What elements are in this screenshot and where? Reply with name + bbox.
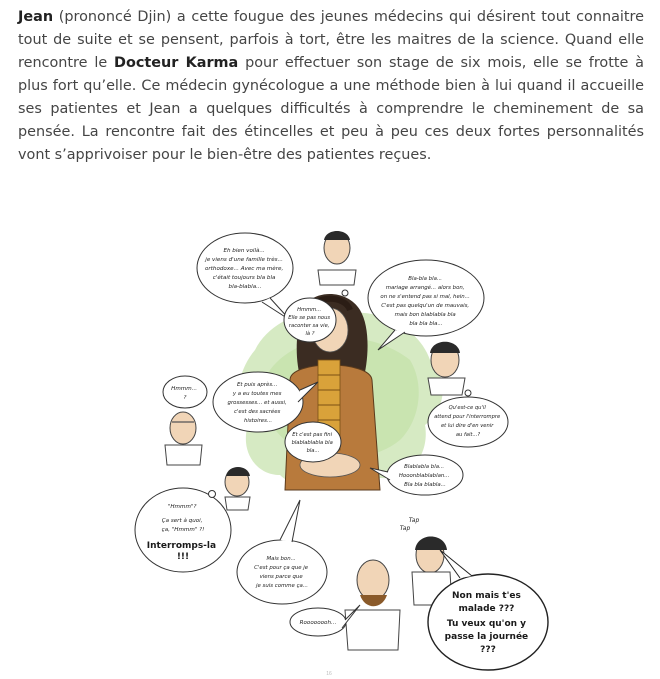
b3-line: là ?	[305, 331, 315, 337]
b7-line: et lui dire d'en venir	[440, 423, 494, 429]
thought-bubble-9	[135, 488, 231, 572]
comic-illustration	[0, 210, 660, 679]
character-name-jean: Jean	[18, 9, 54, 25]
svg-text:Blablabla bla... Hooonbl	[399, 464, 451, 488]
b12-line: passe la journée	[444, 632, 529, 642]
b7-line: au fait...?	[455, 432, 481, 438]
b4-line: on ne s'entend pas si mal, hein...	[380, 294, 470, 300]
b7-line: Qu'est-ce qu'il	[448, 405, 486, 411]
b12-line: ???	[480, 645, 496, 655]
b1-line: je viens d'une famille très...	[205, 257, 283, 263]
intro-text-part1: (prononcé Djin) a cette fougue des jeunes médecins qui désirent tout connaitre tout de suite et se pensent, parfois à tort, être les maitres de la science. Quand elle rencontre le	[18, 9, 644, 71]
b1-line: orthodoxe... Avec ma mère,	[205, 266, 284, 272]
b10-line: C'est pour ça que je	[254, 565, 309, 571]
b3-line: Elle se pas nous	[288, 315, 331, 321]
b8-line: Bla bla blabla...	[404, 482, 446, 488]
speech-bubble-6	[285, 422, 341, 462]
b12-line: malade ???	[458, 604, 515, 614]
b1-line: bla-blabla...	[228, 284, 262, 290]
b5-line: Et puis après...	[236, 382, 278, 388]
tap-word: Tap	[408, 517, 420, 524]
svg-text:Tap Tap	[400, 517, 421, 532]
b3-line: Hmmm...	[297, 307, 322, 313]
doctor-head-left	[165, 412, 202, 465]
svg-text:"Hmmm"? Ça sert à quoi,	[162, 504, 205, 533]
tap-word: Tap	[399, 525, 411, 532]
character-name-docteur-karma: Docteur Karma	[114, 55, 239, 71]
b2-line: Hmmm...	[171, 386, 198, 392]
speech-bubble-1	[197, 233, 293, 320]
speech-bubble-12	[428, 550, 548, 670]
page-number: 16	[326, 671, 332, 677]
b1-line: c'était toujours bla bla	[212, 275, 276, 281]
tap-sound-effect	[400, 517, 421, 532]
b4-line: mariage arrangé... alors bon,	[385, 285, 465, 291]
b9-line: "Hmmm"?	[167, 504, 197, 510]
intro-paragraph	[18, 6, 644, 167]
b10-line: Mais bon...	[266, 556, 296, 562]
b8-line: Blablabla bla...	[404, 464, 445, 470]
jean-head-left	[225, 467, 250, 510]
b6-line: Et c'est pas fini	[292, 432, 333, 438]
b4-line: mais bon blablabla bla	[394, 312, 456, 318]
b11-line: Roooooooh...	[299, 620, 337, 626]
b12-line: Non mais t'es	[452, 591, 521, 601]
b2-line: ?	[183, 395, 187, 401]
b9-line: Ça sert à quoi,	[161, 518, 203, 524]
b10-line: je suis comme ça...	[256, 583, 308, 589]
b9b-line: !!!	[176, 552, 190, 562]
b4-line: Bla-bla bla...	[408, 276, 443, 282]
b8-line: Hooonblablablan...	[398, 473, 450, 479]
b3-line: raconter sa vie,	[288, 323, 330, 329]
b9-line: ça, "Hmmm" ?!	[161, 527, 205, 533]
speech-bubble-10	[237, 500, 327, 604]
jean-head-right	[428, 342, 465, 395]
b12-line: Tu veux qu'on y	[446, 619, 527, 629]
speech-bubble-2	[163, 376, 207, 408]
b5-line: c'est des sacrées	[233, 409, 281, 415]
svg-text:Roooooooh...	[300, 620, 337, 626]
b1-line: Eh bien voilà...	[223, 248, 265, 254]
b10-line: viens parce que	[259, 574, 303, 580]
b5-line: grossesses... et aussi,	[227, 400, 287, 406]
b4-line: bla bla bla...	[409, 321, 443, 327]
b5-line: histoires...	[243, 418, 273, 424]
b5-line: y a eu toutes mes	[232, 391, 282, 397]
b4-line: C'est pas quelqu'un de mauvais,	[381, 303, 470, 309]
doctor-bottom	[345, 560, 400, 650]
b6-line: blablablabla bla	[291, 440, 333, 446]
intro-text-part2: pour effectuer son stage de six mois, elle se frotte à plus fort qu’elle. Ce médecin gynécologue a une méthode bien à lui quand il accueille ses patientes et Jean a quelques difficultés à comprendre le cheminement de sa pensée. La rencontre fait des étincelles et peu à peu ces deux fortes personnalités vont s’apprivoiser pour le bien-être des patientes reçues.	[18, 55, 644, 163]
b9b-line: Interromps-la	[146, 541, 217, 551]
b6-line: bla...	[306, 448, 320, 454]
doctor-head-top	[318, 231, 356, 285]
b7-line: attend pour l'interrompre	[434, 414, 501, 420]
